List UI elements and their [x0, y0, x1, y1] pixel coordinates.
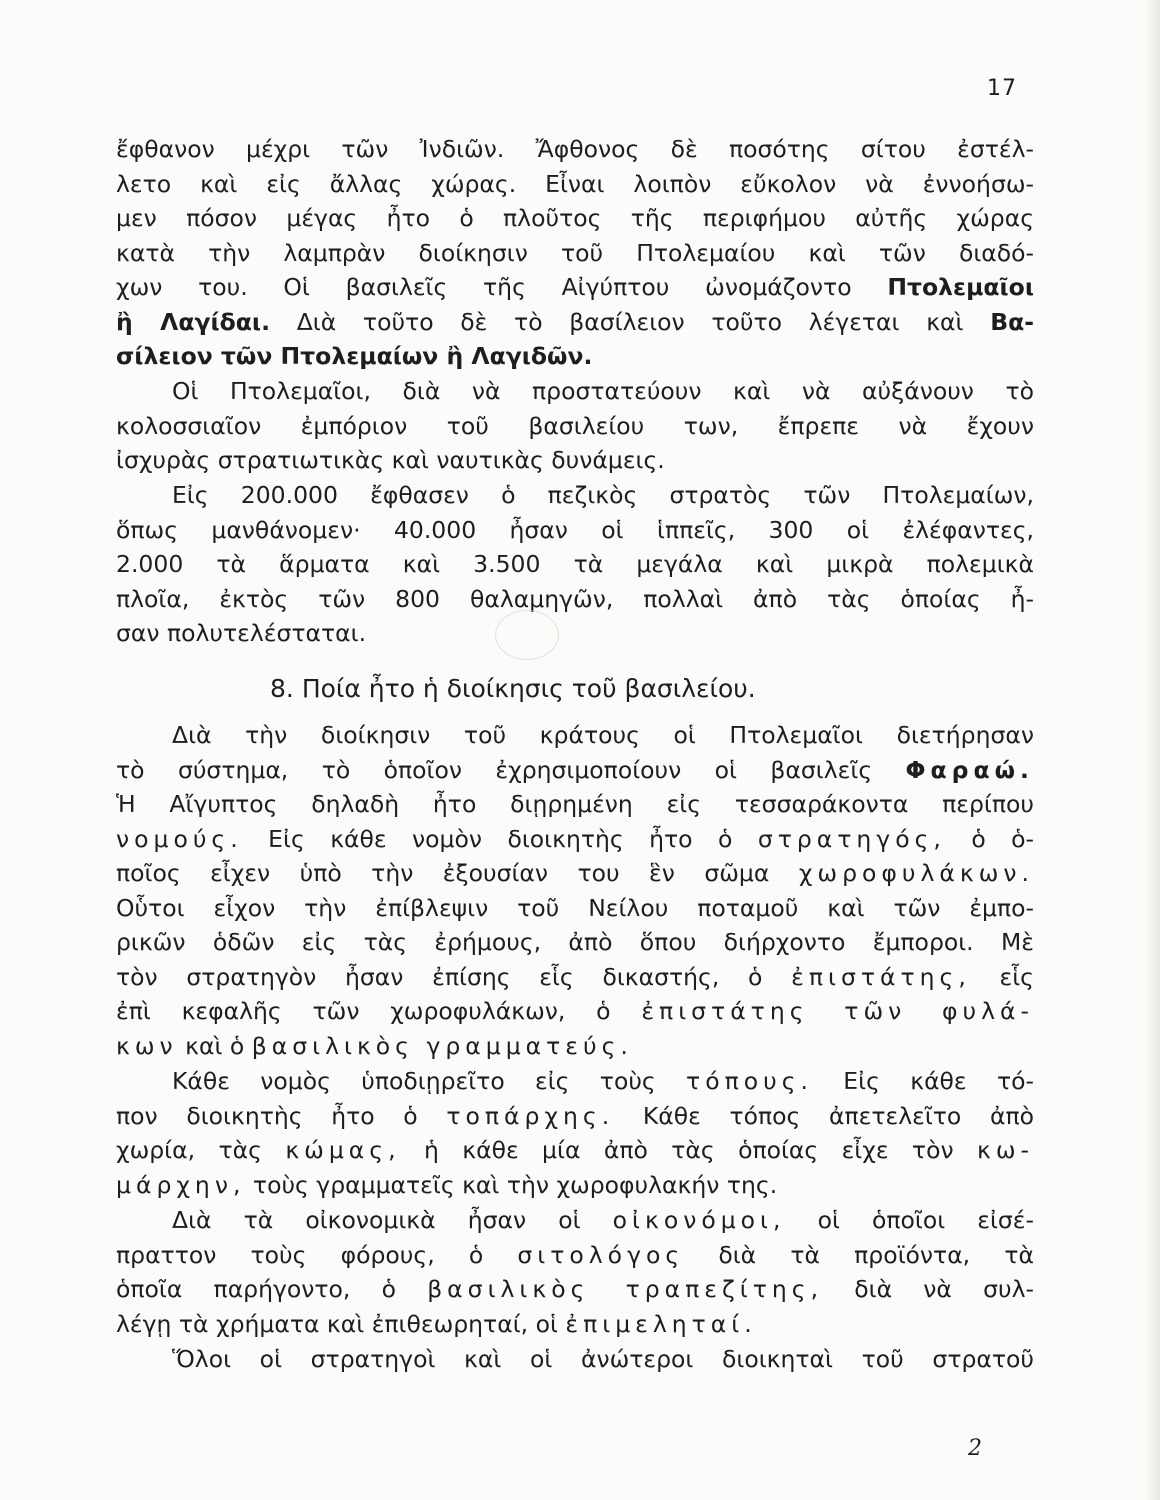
spaced-term-pharaoh: Φαραώ.	[905, 755, 1034, 784]
text-line: ρικῶν ὁδῶν εἰς τὰς ἐρήμους, ἀπὸ ὅπου διήρχοντο ἔμποροι. Μὲ	[116, 928, 1034, 956]
section-title: Ποία ἦτο ἡ διοίκησις τοῦ βασιλείου.	[301, 674, 756, 703]
spaced-term-epimelitai: ἐπιμεληταί.	[565, 1309, 757, 1338]
text-segment: ἡ κάθε μία ἀπὸ τὰς ὁποίας εἶχε τὸν	[423, 1136, 954, 1164]
text-segment: χωρία, τὰς	[116, 1136, 262, 1164]
paragraph-1	[116, 132, 1034, 374]
text-line: σαν πολυτελέσταται.	[116, 619, 367, 647]
spaced-term-toparchis: τοπάρχης.	[446, 1101, 615, 1130]
paragraph-7	[116, 1342, 1034, 1377]
spaced-term-komarchin: μάρχην,	[116, 1170, 246, 1199]
paper-stain	[495, 610, 559, 660]
text-line: Ἡ Αἴγυπτος δηλαδὴ ἦτο διῃρημένη εἰς τεσσαράκοντα περίπου	[116, 790, 1034, 818]
spaced-term-grammateus: βασιλικὸς γραμματεύς.	[251, 1031, 633, 1060]
text-line	[116, 994, 1034, 1029]
text-line	[116, 1029, 1034, 1064]
text-segment: Κάθε τόπος ἀπετελεῖτο ἀπὸ	[642, 1101, 1034, 1130]
text-segment: πραττον τοὺς φόρους, ὁ	[116, 1240, 484, 1269]
spaced-term-chorofylakon: χωροφυλάκων.	[798, 859, 1034, 887]
spaced-term-topous: τόπους.	[686, 1067, 813, 1095]
text-line	[116, 1272, 1034, 1307]
paragraph-2	[116, 374, 1034, 478]
text-segment: Εἰς κάθε τό-	[843, 1067, 1034, 1095]
text-segment: ἐπὶ κεφαλῆς τῶν χωροφυλάκων, ὁ	[116, 997, 611, 1025]
spaced-term-oikonomoi: οἰκονόμοι,	[612, 1206, 786, 1234]
text-segment: διὰ τὰ προϊόντα, τὰ	[718, 1240, 1034, 1269]
text-line: πλοῖα, ἐκτὸς τῶν 800 θαλαμηγῶν, πολλαὶ ἀπὸ τὰς ὁποίας ἦ-	[116, 584, 1034, 613]
spaced-term-ko: κω-	[976, 1136, 1034, 1164]
text-line: λετο καὶ εἰς ἄλλας χώρας. Εἶναι λοιπὸν εὔκολον νὰ ἐννοήσω-	[116, 169, 1034, 198]
text-line	[116, 1168, 1034, 1203]
text-segment: λέγῃ τὰ χρήματα καὶ ἐπιθεωρηταί, οἱ	[116, 1309, 558, 1338]
page-number: 17	[987, 76, 1017, 101]
text-line	[116, 1064, 1034, 1099]
text-segment: πον διοικητὴς ἦτο ὁ	[116, 1101, 418, 1130]
spaced-term-strategos: στρατηγός,	[757, 824, 946, 853]
bold-line-kingdom-name: σίλειον τῶν Πτολεμαίων ἢ Λαγιδῶν.	[116, 342, 593, 370]
text-line: ὅπως μανθάνομεν· 40.000 ἦσαν οἱ ἱππεῖς, 300 οἱ ἐλέφαντες,	[116, 515, 1034, 544]
spaced-term-sitologos: σιτολόγος	[517, 1240, 685, 1269]
paragraph-5	[116, 1064, 1034, 1202]
text-line	[116, 1203, 1034, 1238]
text-line	[116, 753, 1034, 788]
text-line: μεν πόσον μέγας ἦτο ὁ πλοῦτος τῆς περιφήμου αὐτῆς χώρας	[116, 204, 1034, 232]
text-segment: εἷς	[999, 962, 1034, 991]
signature-mark: 2	[968, 1436, 982, 1461]
text-segment: τοὺς γραμματεῖς καὶ τὴν χωροφυλακήν της.	[252, 1170, 778, 1199]
text-line: κολοσσιαῖον ἐμπόριον τοῦ βασιλείου των, ἔπρεπε νὰ ἔχουν	[116, 411, 1034, 440]
paragraph-6	[116, 1203, 1034, 1341]
bold-term-basileion: Βα-	[990, 307, 1035, 336]
text-line: ἰσχυρὰς στρατιωτικὰς καὶ ναυτικὰς δυνάμεις.	[116, 446, 665, 474]
text-segment: Κάθε νομὸς ὑποδιῃρεῖτο εἰς τοὺς	[172, 1067, 656, 1095]
text-segment: Εἰς κάθε νομὸν διοικητὴς ἦτο ὁ	[268, 824, 733, 853]
text-line	[116, 305, 1034, 340]
text-segment: τὸν στρατηγὸν ἦσαν ἐπίσης εἷς δικαστής, ὁ	[116, 962, 763, 991]
spaced-term-epistatis: ἐπιστάτης,	[791, 962, 971, 991]
bold-term-ptolemaioi: Πτολεμαῖοι	[887, 273, 1034, 301]
text-segment: ὁ ὁ-	[971, 824, 1034, 853]
text-line	[116, 1307, 1034, 1342]
text-line: Διὰ τὴν διοίκησιν τοῦ κράτους οἱ Πτολεμαῖοι διετήρησαν	[172, 721, 1034, 749]
text-line	[116, 1238, 1034, 1273]
text-segment: διὰ νὰ συλ-	[854, 1275, 1034, 1303]
paragraph-3	[116, 478, 1034, 651]
text-line	[116, 856, 1034, 891]
text-segment: τὸ σύστημα, τὸ ὁποῖον ἐχρησιμοποίουν οἱ βασιλεῖς	[116, 755, 873, 784]
page-edge-shadow	[1146, 0, 1160, 1500]
text-segment: καὶ ὁ	[185, 1031, 245, 1060]
text-line: ἔφθανον μέχρι τῶν Ἰνδιῶν. Ἄφθονος δὲ ποσότης σίτου ἐστέλ-	[116, 135, 1034, 163]
paragraph-4	[116, 718, 1034, 1063]
section-heading	[270, 672, 756, 706]
text-line	[116, 822, 1034, 857]
text-line	[116, 1133, 1034, 1168]
section-number: 8.	[270, 674, 294, 703]
text-line	[116, 1099, 1034, 1134]
text-line: Οἱ Πτολεμαῖοι, διὰ νὰ προστατεύουν καὶ νὰ αὐξάνουν τὸ	[172, 377, 1034, 405]
text-segment: ποῖος εἶχεν ὑπὸ τὴν ἐξουσίαν του ἓν σῶμα	[116, 859, 770, 887]
text-segment: ὁποῖα παρήγοντο, ὁ	[116, 1275, 396, 1303]
spaced-term-komas: κώμας,	[285, 1136, 401, 1164]
spaced-term-nomous: νομούς.	[116, 824, 243, 853]
text-segment: Διὰ τὰ οἰκονομικὰ ἦσαν οἱ	[172, 1206, 581, 1234]
spaced-term-kon: κων	[116, 1031, 178, 1060]
text-segment: χων του. Οἱ βασιλεῖς τῆς Αἰγύπτου ὠνομάζοντο	[116, 273, 852, 301]
text-line: Οὗτοι εἶχον τὴν ἐπίβλεψιν τοῦ Νείλου ποταμοῦ καὶ τῶν ἐμπο-	[116, 893, 1034, 922]
spaced-term-epistatis-fylakon: ἐπιστάτης τῶν φυλά-	[641, 997, 1034, 1025]
text-segment: Διὰ τοῦτο δὲ τὸ βασίλειον τοῦτο λέγεται καὶ	[296, 307, 964, 336]
text-line: Ὅλοι οἱ στρατηγοὶ καὶ οἱ ἀνώτεροι διοικηταὶ τοῦ στρατοῦ	[172, 1345, 1034, 1373]
bold-term-lagidai: ἢ Λαγίδαι.	[116, 307, 271, 336]
spaced-term-trapezitis: βασιλικὸς τραπεζίτης,	[427, 1275, 824, 1303]
text-line	[116, 960, 1034, 995]
text-segment: οἱ ὁποῖοι εἰσέ-	[817, 1206, 1034, 1234]
text-line: κατὰ τὴν λαμπρὰν διοίκησιν τοῦ Πτολεμαίου καὶ τῶν διαδό-	[116, 238, 1034, 267]
text-line: Εἰς 200.000 ἔφθασεν ὁ πεζικὸς στρατὸς τῶν Πτολεμαίων,	[172, 481, 1034, 509]
text-line: 2.000 τὰ ἅρματα καὶ 3.500 τὰ μεγάλα καὶ μικρὰ πολεμικὰ	[116, 550, 1034, 578]
text-line	[116, 270, 1034, 305]
